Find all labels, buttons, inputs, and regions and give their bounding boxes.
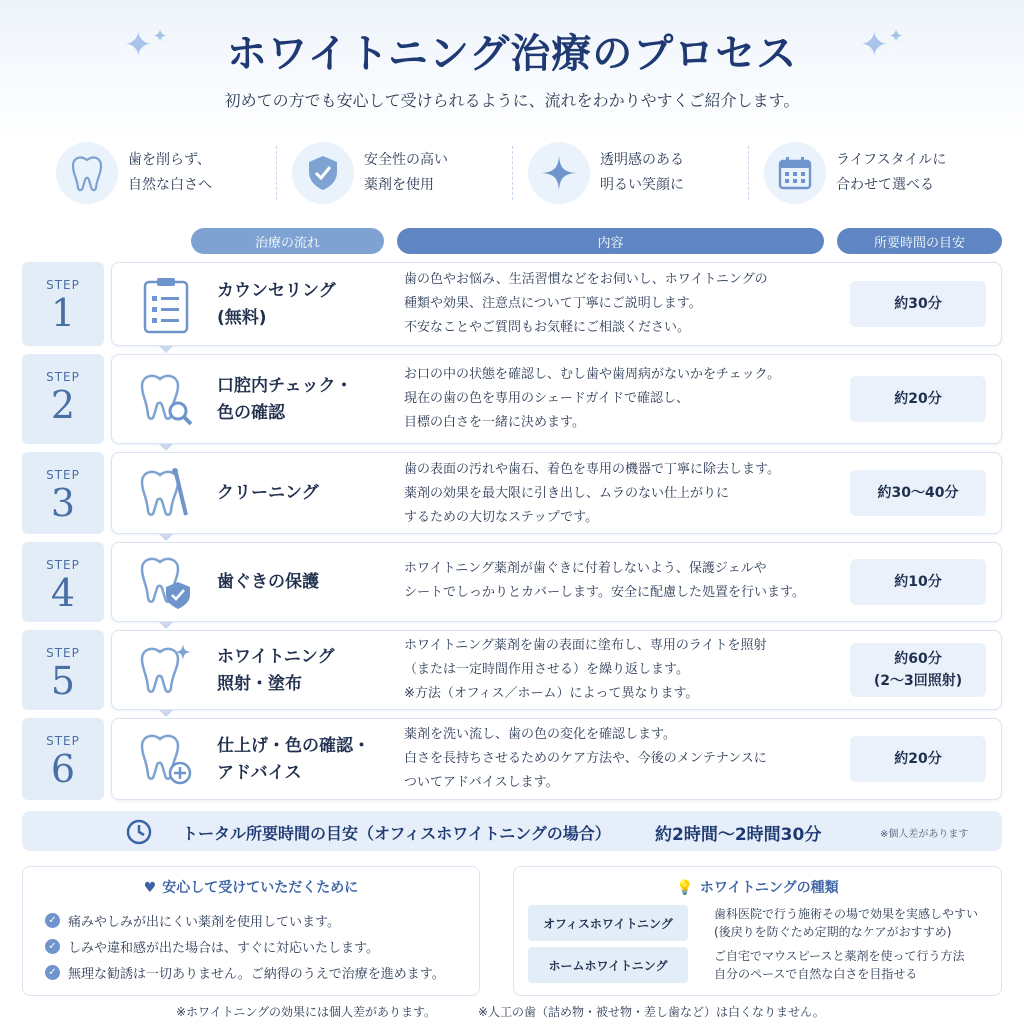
step-badge — [22, 630, 104, 710]
header — [0, 0, 1024, 125]
step-title: 仕上げ・色の確認・ アドバイス — [217, 736, 370, 783]
heart-icon: ♥ — [143, 880, 157, 896]
reassurance-list — [45, 907, 445, 985]
step-card — [111, 630, 1002, 710]
list-item — [45, 959, 445, 985]
step-time: 約30分 — [850, 281, 986, 327]
reassurance-panel — [22, 866, 480, 996]
step-time: 約20分 — [850, 736, 986, 782]
step-badge — [22, 354, 104, 444]
list-item-text: しみや違和感が出た場合は、すぐに対応いたします。 — [68, 940, 379, 956]
step-description — [404, 363, 844, 435]
step-badge — [22, 542, 104, 622]
reassurance-title-text: 安心して受けていただくために — [162, 880, 359, 896]
step-title: 歯ぐきの保護 — [217, 572, 319, 592]
total-time-bar — [22, 811, 1002, 851]
step-number: 4 — [50, 571, 76, 615]
feature-item — [748, 140, 984, 206]
step-badge — [22, 262, 104, 346]
step-description-line: 歯の表面の汚れや歯石、着色を専用の機器で丁寧に除去します。 — [404, 462, 780, 477]
step-number: 1 — [50, 291, 76, 335]
home-whitening-label: ホームホワイトニング — [528, 947, 688, 983]
column-header-content: 内容 — [397, 228, 824, 254]
feature-list — [40, 140, 984, 206]
step-label: STEP — [46, 278, 80, 292]
whitening-types-title — [514, 877, 1001, 897]
step-description-line: ※方法（オフィス／ホーム）によって異なります。 — [404, 686, 699, 701]
tooth-shield-icon — [136, 553, 196, 613]
list-item — [45, 933, 445, 959]
feature-text: ライフスタイルに 合わせて選べる — [836, 152, 947, 193]
whitening-type-description: ご自宅でマウスピースと薬剤を使って行う方法 自分のペースで自然な白さを目指せる — [714, 949, 965, 981]
check-icon: ✓ — [45, 913, 60, 928]
reassurance-title — [23, 877, 479, 897]
office-whitening-label: オフィスホワイトニング — [528, 905, 688, 941]
footnote: ※人工の歯（詰め物・被せ物・差し歯など）は白くなりません。 — [478, 1005, 825, 1019]
step-card — [111, 452, 1002, 534]
step-description — [404, 723, 844, 795]
list-item — [45, 907, 445, 933]
step-card — [111, 262, 1002, 346]
step-card — [111, 718, 1002, 800]
whitening-type-description: 歯科医院で行う施術その場で効果を実感しやすい (後戻りを防ぐため定期的なケアがおすすめ) — [714, 907, 979, 939]
whitening-type-row — [528, 905, 992, 943]
step-time: 約10分 — [850, 559, 986, 605]
step-connector-arrow — [159, 622, 173, 629]
step-description — [404, 557, 844, 605]
page-title: ホワイトニング治療のプロセス — [226, 31, 798, 77]
step-label: STEP — [46, 468, 80, 482]
feature-item — [512, 140, 748, 206]
calendar-icon — [764, 142, 826, 204]
step-description-line: ホワイトニング薬剤を歯の表面に塗布し、専用のライトを照射 — [404, 638, 767, 653]
step-title: ホワイトニング 照射・塗布 — [217, 647, 335, 694]
step-description-line: （または一定時間作用させる）を繰り返します。 — [404, 662, 689, 677]
check-icon: ✓ — [45, 965, 60, 980]
whitening-types-panel — [513, 866, 1002, 996]
step-title: クリーニング — [217, 483, 319, 503]
feature-item — [276, 140, 512, 206]
step-time: 約30〜40分 — [850, 470, 986, 516]
total-time-value: 約2時間〜2時間30分 — [655, 825, 822, 845]
step-description — [404, 268, 844, 340]
list-item-text: 痛みやしみが出にくい薬剤を使用しています。 — [68, 914, 340, 930]
step-number: 6 — [50, 747, 76, 791]
step-description-line: 白さを長持ちさせるためのケア方法や、今後のメンテナンスに — [404, 751, 767, 766]
sparkle-icon — [528, 142, 590, 204]
step-description-line: 薬剤を洗い流し、歯の色の変化を確認します。 — [404, 727, 676, 742]
step-number: 3 — [50, 481, 76, 525]
page-subtitle: 初めての方でも安心して受けられるように、流れをわかりやすくご紹介します。 — [224, 91, 800, 110]
step-label: STEP — [46, 734, 80, 748]
step-description-line: 現在の歯の色を専用のシェードガイドで確認し、 — [404, 391, 689, 406]
step-description-line: 種類や効果、注意点について丁寧にご説明します。 — [404, 296, 702, 311]
column-header-flow: 治療の流れ — [191, 228, 384, 254]
whitening-type-row — [528, 947, 992, 985]
step-title: カウンセリング (無料) — [217, 281, 336, 328]
step-card — [111, 542, 1002, 622]
total-time-note: ※個人差があります — [880, 829, 969, 840]
step-description-line: 薬剤の効果を最大限に引き出し、ムラのない仕上がりに — [404, 486, 730, 501]
tooth-brush-icon — [136, 464, 196, 524]
step-description-line: ホワイトニング薬剤が歯ぐきに付着しないよう、保護ジェルや — [404, 561, 767, 576]
step-connector-arrow — [159, 710, 173, 717]
step-description — [404, 634, 844, 706]
step-description-line: 不安なことやご質問もお気軽にご相談ください。 — [404, 320, 691, 335]
feature-text: 透明感のある 明るい笑顔に — [600, 152, 684, 193]
step-description-line: するための大切なステップです。 — [404, 510, 599, 525]
step-time: 約20分 — [850, 376, 986, 422]
column-header-time: 所要時間の目安 — [837, 228, 1002, 254]
step-number: 5 — [50, 659, 76, 703]
step-connector-arrow — [159, 346, 173, 353]
step-title: 口腔内チェック・ 色の確認 — [217, 376, 353, 423]
step-connector-arrow — [159, 534, 173, 541]
feature-text: 安全性の高い 薬剤を使用 — [364, 152, 448, 193]
clock-icon — [126, 819, 152, 849]
step-label: STEP — [46, 646, 80, 660]
step-label: STEP — [46, 370, 80, 384]
step-description-line: ついてアドバイスします。 — [404, 775, 559, 790]
sparkle-icon: ✦✦ — [860, 25, 904, 65]
clipboard-icon — [136, 275, 196, 335]
step-label: STEP — [46, 558, 80, 572]
tooth-magnifier-icon — [136, 370, 196, 430]
step-description-line: シートでしっかりとカバーします。安全に配慮した処置を行います。 — [404, 585, 805, 600]
feature-item — [40, 140, 276, 206]
tooth-icon — [56, 142, 118, 204]
feature-text: 歯を削らず、 自然な白さへ — [128, 152, 212, 193]
step-time: 約60分 (2〜3回照射) — [850, 643, 986, 697]
tooth-sparkle-icon — [136, 641, 196, 701]
footnote: ※ホワイトニングの効果には個人差があります。 — [176, 1005, 437, 1019]
lightbulb-icon: 💡 — [676, 880, 694, 896]
step-connector-arrow — [159, 444, 173, 451]
step-number: 2 — [50, 383, 76, 427]
step-description-line: お口の中の状態を確認し、むし歯や歯周病がないかをチェック。 — [404, 367, 781, 382]
step-description-line: 目標の白さを一緒に決めます。 — [404, 415, 585, 430]
check-icon: ✓ — [45, 939, 60, 954]
step-description-line: 歯の色やお悩み、生活習慣などをお伺いし、ホワイトニングの — [404, 272, 768, 287]
list-item-text: 無理な勧誘は一切ありません。ご納得のうえで治療を進めます。 — [68, 966, 445, 982]
step-card — [111, 354, 1002, 444]
total-time-label: トータル所要時間の目安（オフィスホワイトニングの場合） — [182, 824, 611, 843]
shield-check-icon — [292, 142, 354, 204]
sparkle-icon: ✦✦ — [124, 25, 168, 65]
step-badge — [22, 452, 104, 534]
step-description — [404, 458, 844, 530]
step-badge — [22, 718, 104, 800]
whitening-types-title-text: ホワイトニングの種類 — [699, 880, 839, 896]
tooth-plus-icon — [136, 730, 196, 790]
